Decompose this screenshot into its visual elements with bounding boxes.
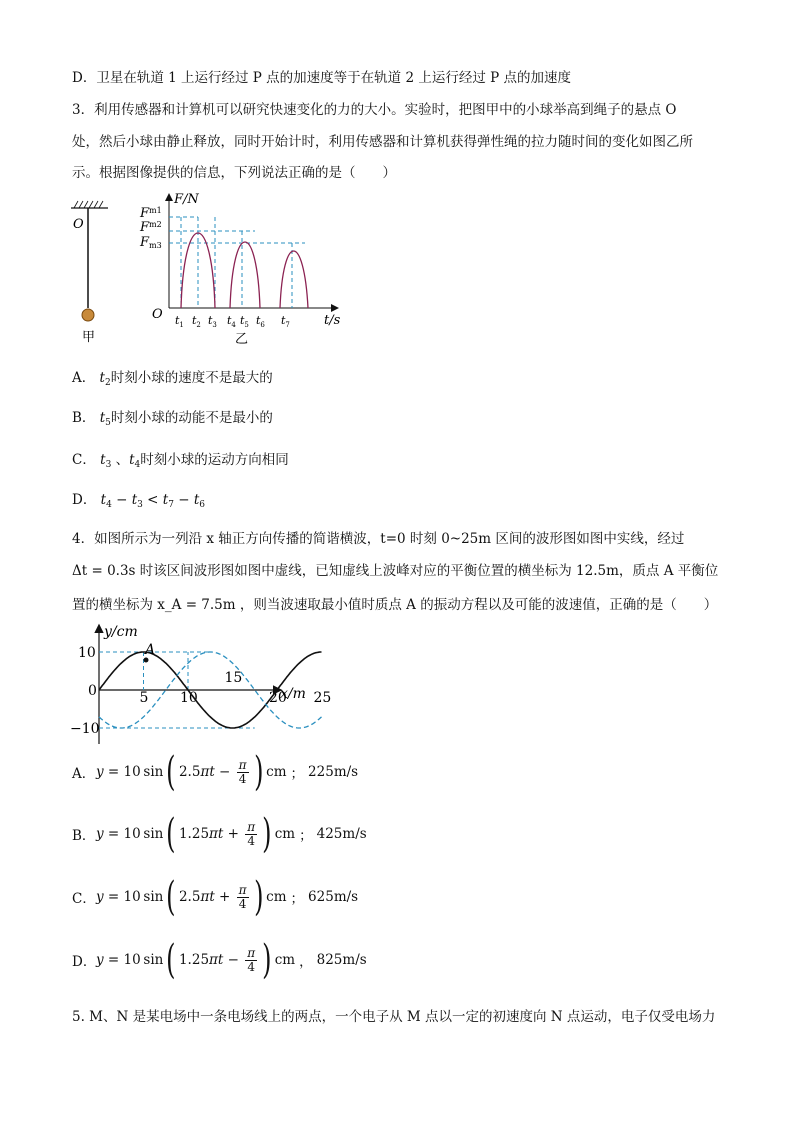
fm2-label: $F^{m2}$ (140, 220, 162, 235)
x-tick-label: 25 (313, 690, 332, 706)
yi-y-axis-label: F/N (174, 192, 199, 207)
jia-label: 甲 (82, 330, 96, 345)
fm1-label: $F^{m1}$ (140, 206, 162, 221)
t3-label: $t_3$ (208, 314, 217, 329)
q3-option-a[interactable]: A． $t_2$时刻小球的速度不是最大的 (72, 370, 273, 388)
q5-stem-line1: 5. M、N 是某电场中一条电场线上的两点，一个电子从 M 点以一定的初速度向 N 点运动，电子仅受电场力 (72, 1009, 716, 1025)
q4-option-d[interactable]: D． y = 10 sin ( 1.25πt − $\frac{\pi}{4}$ ) cm ， 825m/s (72, 937, 367, 983)
fm3-label: Fm3 (140, 235, 162, 250)
q3-stem-line2: 处，然后小球由静止释放，同时开始计时，利用传感器和计算机获得弹性绳的拉力随时间的变化如图乙所 (72, 134, 693, 150)
y-tick-label: −10 (70, 721, 100, 737)
point-a-label: A (145, 642, 156, 658)
q3-option-b[interactable]: B． $t_5$时刻小球的动能不是最小的 (72, 410, 273, 428)
q4-option-a[interactable]: A． y = 10 sin ( 2.5πt − $\frac{\pi}{4}$ ) cm ； 225m/s (72, 749, 359, 795)
x-tick-label: 5 (139, 690, 149, 706)
figure-jia (66, 198, 116, 348)
q4-stem-line2: Δt = 0.3s 时该区间波形图如图中虚线，已知虚线上波峰对应的平衡位置的横坐标为 12.5m，质点 A 平衡位 (72, 563, 719, 579)
wave-y-label: y/cm (104, 624, 138, 640)
yi-caption: 乙 (235, 332, 249, 347)
q4-option-b[interactable]: B． y = 10 sin ( 1.25πt + $\frac{\pi}{4}$ ) cm ； 425m/s (72, 811, 367, 857)
y-tick-label: 0 (88, 683, 97, 699)
figure-yi (132, 190, 357, 350)
x-tick-label: 10 (180, 690, 198, 706)
q4-option-c[interactable]: C． y = 10 sin ( 2.5πt + $\frac{\pi}{4}$ ) cm ； 625m/s (72, 874, 359, 920)
q4-stem-line1: 4．如图所示为一列沿 x 轴正方向传播的简谐横波，t=0 时刻 0~25m 区间的波形图如图中实线，经过 (72, 531, 685, 547)
x-tick-label: 20 (269, 690, 287, 706)
q3-option-d[interactable]: D． $t_4 - t_3 < t_7 - t_6$ (72, 492, 206, 510)
yi-x-axis-label: t/s (324, 313, 341, 328)
point-a-dot (144, 658, 149, 663)
wave-chart (68, 620, 332, 748)
t2-label: $t_2$ (192, 314, 201, 329)
wave-x-label: x/m (280, 686, 306, 702)
t1-label: $t_1$ (175, 314, 184, 329)
jia-point-o: O (73, 217, 84, 232)
t7-label: $t_7$ (281, 314, 290, 329)
q3-option-c[interactable]: C． $t_3$ 、$t_4$时刻小球的运动方向相同 (72, 452, 289, 470)
y-tick-label: 10 (78, 645, 96, 661)
x-tick-label: 15 (224, 670, 243, 686)
yi-origin: O (152, 307, 163, 322)
t4-label: $t_4$ (227, 314, 236, 329)
q4-stem-line3: 置的横坐标为 x_A = 7.5m ，则当波速取最小值时质点 A 的振动方程以及可能的波速值，正确的是（ ） (72, 597, 718, 613)
q3-stem-line3: 示。根据图像提供的信息，下列说法正确的是（ ） (72, 165, 396, 181)
q2-option-d: D．卫星在轨道 1 上运行经过 P 点的加速度等于在轨道 2 上运行经过 P 点的加速度 (72, 70, 571, 86)
ball (82, 309, 94, 321)
t6-label: $t_6$ (256, 314, 265, 329)
q3-stem-line1: 3．利用传感器和计算机可以研究快速变化的力的大小。实验时，把图甲中的小球举高到绳子的悬点 O (72, 102, 677, 118)
t5-label: $t_5$ (240, 314, 249, 329)
